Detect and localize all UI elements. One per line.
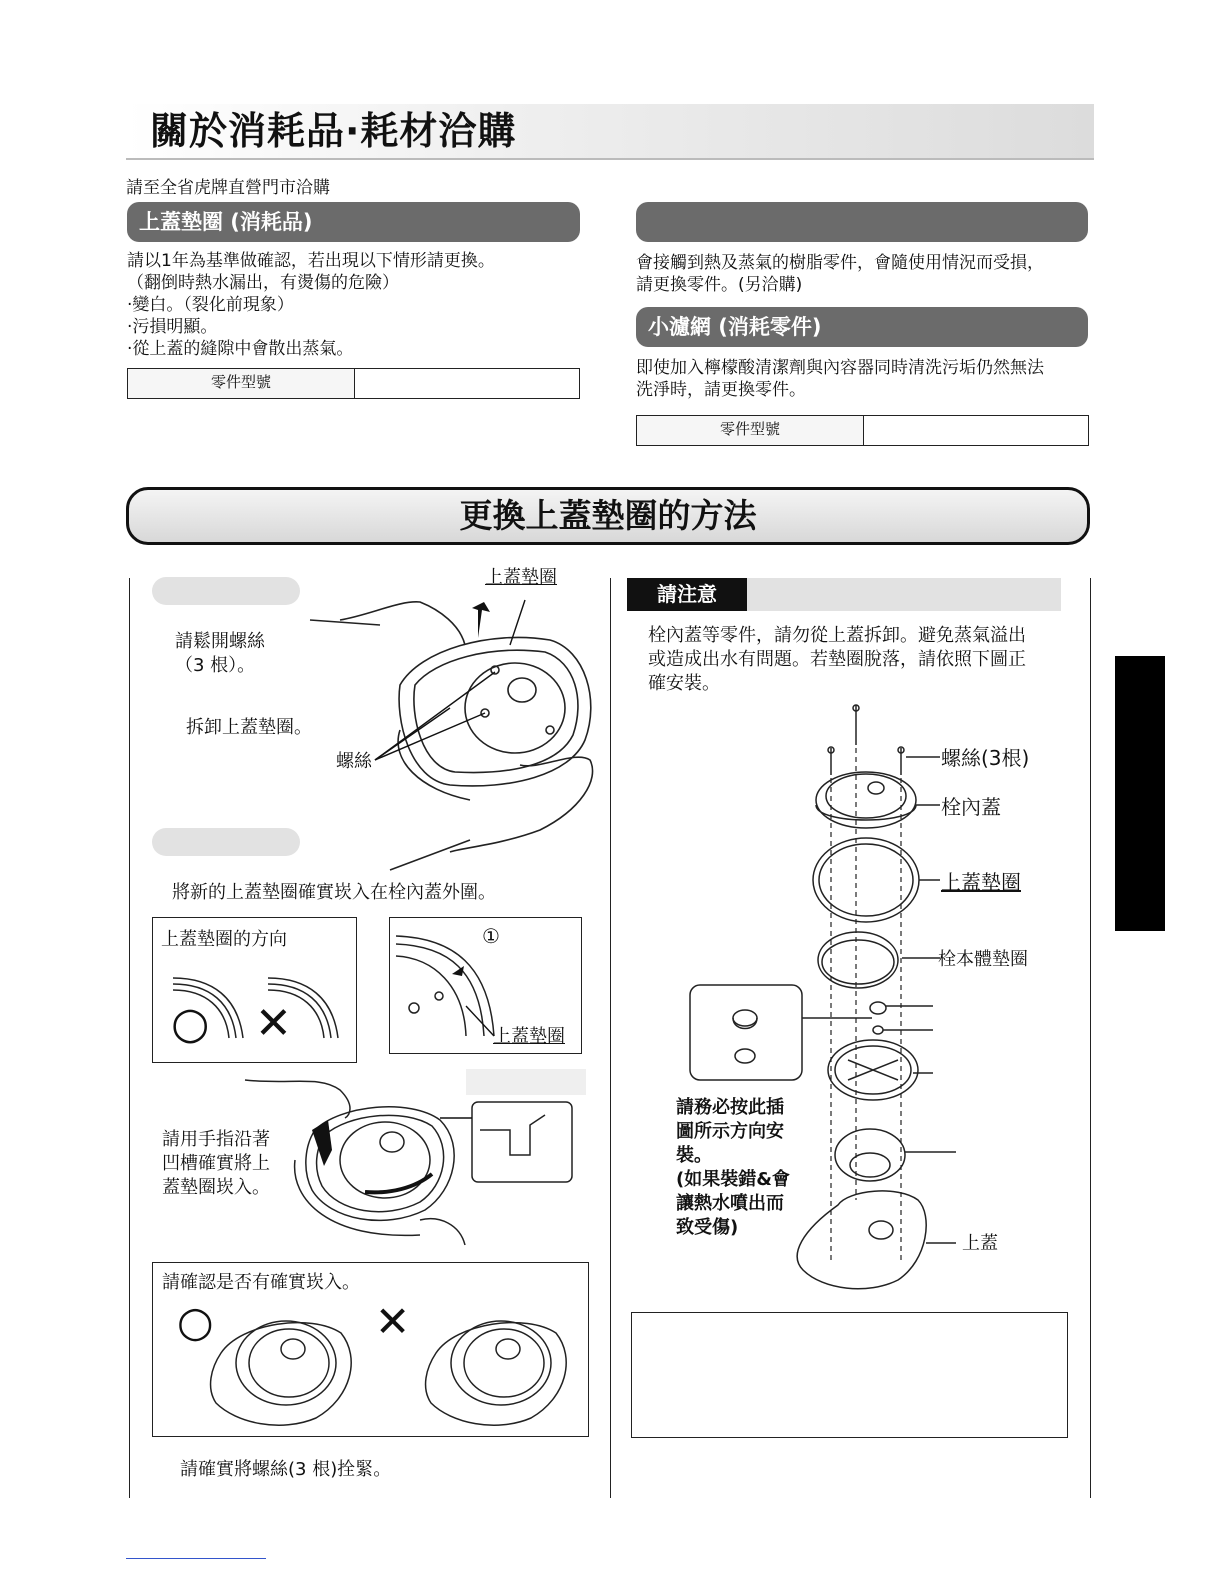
step2-text: 將新的上蓋墊圈確實崁入在栓內蓋外圍。 [172,882,496,903]
side-tab [1115,656,1165,931]
label-screws: 螺絲(3根) [941,746,1030,770]
inset-number: ① [482,924,500,948]
press-illustration [240,1070,580,1260]
step1-callout-screw: 螺絲 [336,751,372,772]
press-text: 請用手指沿著 凹槽確實將上 蓋墊圈崁入。 [162,1129,270,1198]
gasket-part-value [355,369,579,398]
step1-illustration [300,590,600,880]
confirm-title: 請確認是否有確實崁入。 [162,1272,360,1293]
gasket-heading: 上蓋墊圈 (消耗品) [127,202,580,242]
footer-rule [126,1558,266,1559]
gasket-direction-illustration [168,973,353,1048]
blank-note-box [631,1312,1068,1438]
tighten-text: 請確實將螺絲(3 根)拴緊。 [180,1459,392,1480]
confirm-illustration [201,1297,581,1433]
step1-pill [152,577,300,605]
confirm-box [152,1262,589,1437]
left-column-rule [129,578,130,1498]
filter-body: 即使加入檸檬酸清潔劑與內容器同時清洗污垢仍然無法 洗淨時，請更換零件。 [636,358,1044,400]
direction-box [152,917,357,1063]
step1-text-remove: 拆卸上蓋墊圈。 [186,717,312,738]
notice-body: 栓內蓋等零件，請勿從上蓋拆卸。避免蒸氣溢出 或造成出水有問題。若墊圈脫落，請依照下圖正 確安裝。 [648,625,1026,694]
label-body-gasket: 栓本體墊圈 [938,949,1028,970]
resin-heading [636,202,1088,242]
direction-title: 上蓋墊圈的方向 [161,929,287,950]
filter-part-table [636,415,1089,446]
ng-mark: ✕ [255,998,292,1049]
filter-heading: 小濾網 (消耗零件) [636,307,1088,347]
filter-part-value [864,416,1088,445]
label-lid: 上蓋 [962,1233,998,1254]
gasket-part-label: 零件型號 [128,369,355,398]
inset-box [389,917,582,1054]
filter-part-label: 零件型號 [637,416,864,445]
intro-text: 請至全省虎牌直營門市洽購 [126,178,330,198]
inset-label: 上蓋墊圈 [493,1026,565,1047]
step1-text-loosen: 請鬆開螺絲 （3 根）。 [175,631,265,676]
step2-pill [152,828,300,856]
resin-body: 會接觸到熱及蒸氣的樹脂零件，會隨使用情況而受損， 請更換零件。(另洽購) [636,253,1044,295]
label-inner-lid: 栓內蓋 [941,795,1001,819]
ok-mark: ○ [171,998,210,1049]
middle-column-rule [610,578,611,1498]
right-column-rule [1090,578,1091,1498]
gasket-part-table [127,368,580,399]
confirm-ok-mark: ○ [177,1297,214,1346]
method-title: 更換上蓋墊圈的方法 [126,487,1090,545]
notice-label: 請注意 [627,578,747,611]
gasket-body: 請以1年為基準做確認，若出現以下情形請更換。 （翻倒時熱水漏出，有燙傷的危險） ·變白。（裂化前現象） ·污損明顯。 ·從上蓋的縫隙中會散出蒸氣。 [127,251,495,359]
confirm-ng-mark: ✕ [375,1297,411,1346]
step1-callout-gasket: 上蓋墊圈 [485,567,557,588]
page-title: 關於消耗品·耗材洽購 [150,109,517,153]
install-warning: 請務必按此插 圖所示方向安 裝。 (如果裝錯&會 讓熱水噴出而 致受傷) [676,1097,790,1238]
label-gasket: 上蓋墊圈 [941,870,1021,894]
